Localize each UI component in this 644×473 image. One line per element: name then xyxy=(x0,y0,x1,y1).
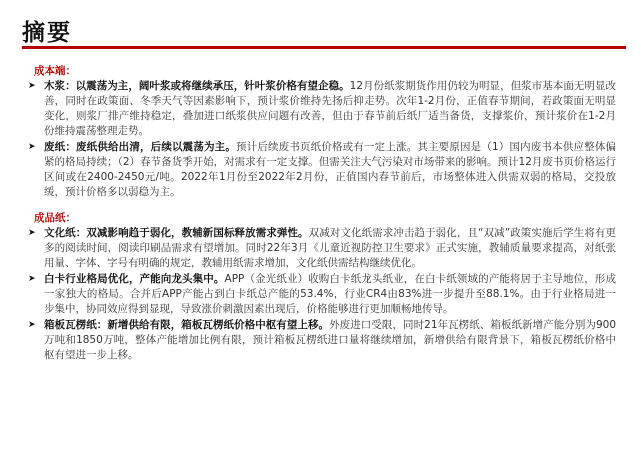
arrow-bullet-icon: ➤ xyxy=(28,274,36,284)
arrow-bullet-icon: ➤ xyxy=(28,142,36,152)
list-item-pulp xyxy=(28,79,616,139)
item-lead: 木浆：以震荡为主，阔叶浆或将继续承压，针叶浆价格有望企稳。 xyxy=(44,80,350,92)
section-heading-finished-paper: 成品纸： xyxy=(34,212,76,224)
item-body: 外废进口受限，同时21年瓦楞纸、箱板纸新增产能分别为900万吨和1850万吨，整体产能增加比例有限，预计箱板瓦楞纸进口量将继续增加，新增供给有限背景下，箱板瓦楞纸价格中枢有望进一步上移。 xyxy=(44,319,616,361)
list-item-containerboard xyxy=(28,318,616,363)
item-body: 双减对文化纸需求冲击趋于弱化，且“双减”政策实施后学生将有更多的阅读时间，阅读印刷品需求有望增加。同时22年3月《儿童近视防控卫生要求》正式实施，教辅质量要求提高，对纸张用量、字体、字号有明确的规定，教辅用纸需求增加，文化纸供需结构继续优化。 xyxy=(44,227,616,269)
item-body: 预计后续废书页纸价格或有一定上涨。其主要原因是（1）国内废书本供应整体偏紧的格局持续；（2）春节备货季开始，对需求有一定支撑。但需关注大气污染对市场带来的影响。预计12月废书页价格运行区间或在2400-2450元/吨。2022年1月份至2022年2月份，正值国内春节前后，市场整体进入供需双弱的格局，交投放缓，预计价格多以弱稳为主。 xyxy=(44,141,616,198)
item-body: APP（金光纸业）收购白卡纸龙头纸业，在白卡纸领域的产能将居于主导地位，形成一家独大的格局。合并后APP产能占到白卡纸总产能的53.4%，行业CR4由83%进一步提升至88.1%。由于行业格局进一步集中，协同效应得到显现，导致涨价刺激因素出现后，价格能够进行更加顺畅地传导。 xyxy=(44,273,616,315)
item-lead: 文化纸：双减影响趋于弱化，教辅新国标释放需求弹性。 xyxy=(44,227,309,239)
page-title: 摘要 xyxy=(22,20,72,46)
item-body: 12月份纸浆期货作用仍较为明显，但浆市基本面无明显改善，同时在政策面、冬季天气等因素影响下，预计浆价维持先扬后抑走势。次年1-2月份，正值春节期间，若政策面无明显变化，则浆厂排产维持稳定，叠加进口纸浆供应问题有改善，但由于春节前后纸厂适当备货，支撑浆价，预计浆价在1-2月份维持震荡整理走势。 xyxy=(44,80,616,137)
section-heading-cost: 成本端： xyxy=(34,65,76,77)
arrow-bullet-icon: ➤ xyxy=(28,81,36,91)
title-divider xyxy=(22,46,626,49)
item-lead: 白卡行业格局优化，产能向龙头集中。 xyxy=(44,273,225,285)
list-item-culture-paper xyxy=(28,226,616,271)
summary-content xyxy=(28,64,616,364)
arrow-bullet-icon: ➤ xyxy=(28,320,36,330)
item-lead: 箱板瓦楞纸：新增供给有限，箱板瓦楞纸价格中枢有望上移。 xyxy=(44,319,330,331)
list-item-white-card xyxy=(28,272,616,317)
list-item-wastepaper xyxy=(28,140,616,200)
item-lead: 废纸：废纸供给出清，后续以震荡为主。 xyxy=(44,141,236,153)
arrow-bullet-icon: ➤ xyxy=(28,228,36,238)
